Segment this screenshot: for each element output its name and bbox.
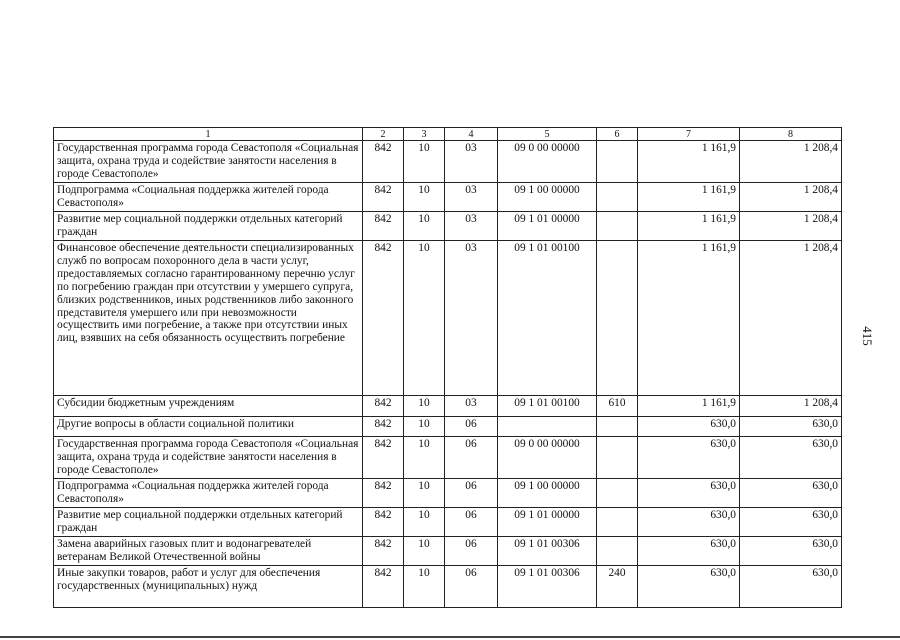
row-amount-col8: 630,0: [740, 508, 842, 537]
row-section: 10: [404, 141, 445, 183]
row-amount-col8: 630,0: [740, 566, 842, 608]
row-name: Подпрограмма «Социальная поддержка жителей города Севастополя»: [54, 479, 363, 508]
row-expense-type: [597, 537, 638, 566]
row-amount-col8: 630,0: [740, 437, 842, 479]
row-section: 10: [404, 566, 445, 608]
row-name: Государственная программа города Севастополя «Социальная защита, охрана труда и содействие занятости населения в городе Севастополе»: [54, 437, 363, 479]
row-ministry-code: 842: [363, 183, 404, 212]
table-row: [54, 417, 842, 437]
table-row: [54, 141, 842, 183]
table-row: [54, 437, 842, 479]
header-col-4: 4: [445, 128, 498, 141]
table-row: [54, 241, 842, 396]
row-section: 10: [404, 508, 445, 537]
row-ministry-code: 842: [363, 479, 404, 508]
header-col-1: 1: [54, 128, 363, 141]
row-ministry-code: 842: [363, 537, 404, 566]
row-amount-col8: 1 208,4: [740, 396, 842, 417]
row-amount-col7: 630,0: [638, 479, 740, 508]
table-row: [54, 566, 842, 608]
row-amount-col8: 1 208,4: [740, 141, 842, 183]
budget-table: [53, 127, 842, 608]
row-amount-col7: 1 161,9: [638, 396, 740, 417]
row-target-article: 09 1 01 00100: [498, 241, 597, 396]
row-section: 10: [404, 241, 445, 396]
row-name: Финансовое обеспечение деятельности специализированных служб по вопросам похоронного дела в части услуг, предоставляемых согласно гарантированному перечню услуг по погребению граждан при отсутствии у умершего супруга, близких родственников, иных родственников либо законного представителя умершего или при невозможности осуществить ими погребение, а также при отсутствии иных лиц, взявших на себя обязанность осуществить погребение: [54, 241, 363, 396]
header-col-2: 2: [363, 128, 404, 141]
row-section: 10: [404, 396, 445, 417]
row-ministry-code: 842: [363, 566, 404, 608]
row-target-article: 09 1 01 00306: [498, 537, 597, 566]
row-ministry-code: 842: [363, 396, 404, 417]
row-section: 10: [404, 437, 445, 479]
row-name: Развитие мер социальной поддержки отдельных категорий граждан: [54, 212, 363, 241]
header-col-6: 6: [597, 128, 638, 141]
row-expense-type: [597, 183, 638, 212]
row-subsection: 03: [445, 396, 498, 417]
row-name: Государственная программа города Севастополя «Социальная защита, охрана труда и содействие занятости населения в городе Севастополе»: [54, 141, 363, 183]
row-subsection: 06: [445, 508, 498, 537]
header-col-3: 3: [404, 128, 445, 141]
row-name: Другие вопросы в области социальной политики: [54, 417, 363, 437]
row-target-article: [498, 417, 597, 437]
row-expense-type: [597, 241, 638, 396]
header-row: [54, 128, 842, 141]
header-col-5: 5: [498, 128, 597, 141]
table-row: [54, 508, 842, 537]
row-subsection: 06: [445, 566, 498, 608]
row-target-article: 09 1 01 00000: [498, 508, 597, 537]
row-amount-col8: 1 208,4: [740, 212, 842, 241]
row-name: Развитие мер социальной поддержки отдельных категорий граждан: [54, 508, 363, 537]
row-amount-col7: 630,0: [638, 537, 740, 566]
row-amount-col8: 630,0: [740, 537, 842, 566]
row-subsection: 03: [445, 141, 498, 183]
row-subsection: 06: [445, 537, 498, 566]
table-row: [54, 183, 842, 212]
row-name: Подпрограмма «Социальная поддержка жителей города Севастополя»: [54, 183, 363, 212]
page-number: 415: [860, 326, 875, 346]
row-amount-col8: 1 208,4: [740, 183, 842, 212]
row-subsection: 03: [445, 212, 498, 241]
row-section: 10: [404, 212, 445, 241]
row-amount-col8: 1 208,4: [740, 241, 842, 396]
row-expense-type: [597, 212, 638, 241]
row-section: 10: [404, 183, 445, 212]
row-target-article: 09 0 00 00000: [498, 437, 597, 479]
row-expense-type: 610: [597, 396, 638, 417]
row-ministry-code: 842: [363, 508, 404, 537]
row-amount-col7: 1 161,9: [638, 141, 740, 183]
row-amount-col7: 630,0: [638, 508, 740, 537]
row-amount-col7: 1 161,9: [638, 212, 740, 241]
header-col-8: 8: [740, 128, 842, 141]
row-expense-type: 240: [597, 566, 638, 608]
table-row: [54, 212, 842, 241]
row-expense-type: [597, 508, 638, 537]
row-subsection: 06: [445, 479, 498, 508]
row-subsection: 03: [445, 183, 498, 212]
row-expense-type: [597, 437, 638, 479]
table-row: [54, 396, 842, 417]
row-ministry-code: 842: [363, 241, 404, 396]
row-subsection: 06: [445, 437, 498, 479]
row-target-article: 09 1 01 00306: [498, 566, 597, 608]
row-amount-col7: 1 161,9: [638, 183, 740, 212]
row-amount-col7: 630,0: [638, 437, 740, 479]
row-name: Замена аварийных газовых плит и водонагревателей ветеранам Великой Отечественной войны: [54, 537, 363, 566]
row-section: 10: [404, 417, 445, 437]
row-subsection: 03: [445, 241, 498, 396]
row-amount-col8: 630,0: [740, 417, 842, 437]
page-bottom-edge: [0, 636, 900, 638]
row-name: Иные закупки товаров, работ и услуг для обеспечения государственных (муниципальных) нужд: [54, 566, 363, 608]
table-row: [54, 537, 842, 566]
row-amount-col7: 630,0: [638, 417, 740, 437]
row-ministry-code: 842: [363, 212, 404, 241]
row-target-article: 09 0 00 00000: [498, 141, 597, 183]
row-target-article: 09 1 00 00000: [498, 479, 597, 508]
row-subsection: 06: [445, 417, 498, 437]
row-expense-type: [597, 417, 638, 437]
row-expense-type: [597, 141, 638, 183]
header-col-7: 7: [638, 128, 740, 141]
table-row: [54, 479, 842, 508]
row-target-article: 09 1 00 00000: [498, 183, 597, 212]
row-target-article: 09 1 01 00100: [498, 396, 597, 417]
row-amount-col8: 630,0: [740, 479, 842, 508]
row-section: 10: [404, 537, 445, 566]
row-name: Субсидии бюджетным учреждениям: [54, 396, 363, 417]
row-target-article: 09 1 01 00000: [498, 212, 597, 241]
row-section: 10: [404, 479, 445, 508]
row-ministry-code: 842: [363, 417, 404, 437]
row-ministry-code: 842: [363, 437, 404, 479]
row-ministry-code: 842: [363, 141, 404, 183]
row-amount-col7: 630,0: [638, 566, 740, 608]
row-amount-col7: 1 161,9: [638, 241, 740, 396]
row-expense-type: [597, 479, 638, 508]
